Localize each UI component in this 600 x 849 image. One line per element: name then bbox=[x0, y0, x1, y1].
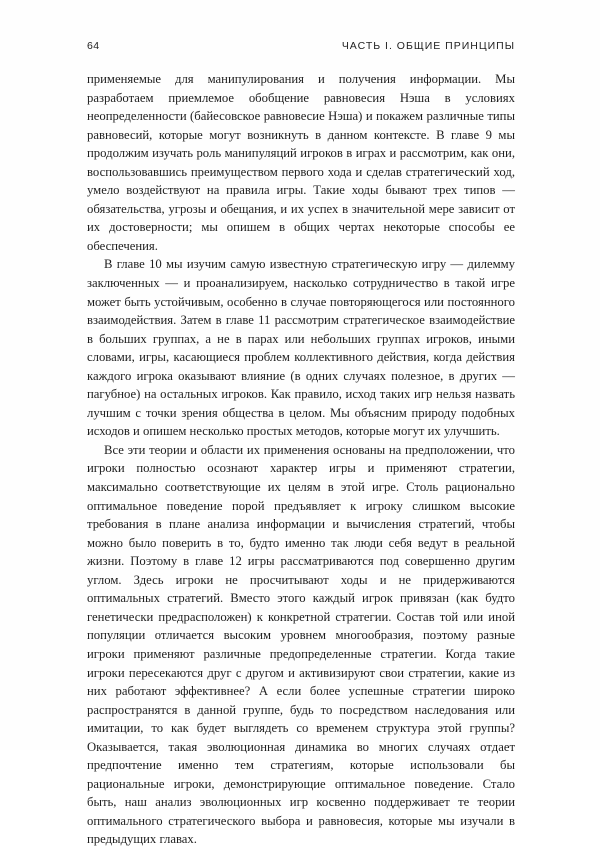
body-text bbox=[87, 70, 515, 849]
paragraph-2: В главе 10 мы изучим самую известную стратегическую игру — дилемму заключенных — и проанализируем, насколько сотрудничество в такой игре может быть устойчивым, особенно в случае повторяющегося или постоянного взаимодействия. Затем в главе 11 рассмотрим стратегическое взаимодействие в больших группах, а не в парах или небольших группах игроков, иными словами, игры, касающиеся проблем коллективного действия, когда действия каждого игрока оказывают влияние (в одних случаях полезное, в других — пагубное) на остальных игроков. Как правило, исход таких игр нельзя назвать лучшим с точки зрения общества в целом. Мы объясним природу подобных исходов и опишем несколько простых методов, которые могут их улучшить. bbox=[87, 257, 515, 439]
running-head bbox=[87, 40, 515, 54]
section-title: ЧАСТЬ I. ОБЩИЕ ПРИНЦИПЫ bbox=[341, 40, 515, 52]
paragraph-1: применяемые для манипулирования и получения информации. Мы разработаем приемлемое обобщение равновесия Нэша в условиях неопределенности (байесовское равновесие Нэша) и покажем различные типы равновесий, которые могут возникнуть в данном контексте. В главе 9 мы продолжим изучать роль манипуляций игроков в играх и рассмотрим, как они, воспользовавшись преимуществом первого хода и сделав стратегический ход, умело воздействуют на правила игры. Такие ходы бывают трех типов — обязательства, угрозы и обещания, и их успех в значительной мере зависит от их достоверности; мы опишем в общих чертах некоторые способы ее обеспечения. bbox=[87, 72, 515, 253]
page-number: 64 bbox=[87, 40, 100, 52]
paragraph-3: Все эти теории и области их применения основаны на предположении, что игроки полностью осознают характер игры и применяют стратегии, максимально соответствующие их целям в этой игре. Столь рационально оптимальное поведение порой предъявляет к игроку слишком высокие требования в плане анализа информации и вычисления стратегий, чтобы можно было поверить в то, будто именно так люди себя ведут в реальной жизни. Поэтому в главе 12 игры рассматриваются под совершенно другим углом. Здесь игроки не просчитывают ходы и не придерживаются оптимальных стратегий. Вместо этого каждый игрок привязан (как будто генетически предрасположен) к конкретной стратегии. Состав той или иной популяции отличается высоким уровнем многообразия, поэтому разные игроки применяют различные предопределенные стратегии. Когда такие игроки пересекаются друг с другом и активизируют свои стратегии, какие из них работают эффективнее? А если более успешные стратегии широко распространятся в данной группе, будь то посредством наследования или имитации, то как будет выглядеть со временем структура этой группы? Оказывается, такая эволюционная динамика во многих случаях отдает предпочтение именно тем стратегиям, которые использовали бы рациональные игроки, демонстрирующие оптимальное поведение. Стало быть, наш анализ эволюционных игр косвенно поддерживает те теории оптимального стратегического выбора и равновесия, которые мы изучали в предыдущих главах. bbox=[87, 442, 515, 847]
